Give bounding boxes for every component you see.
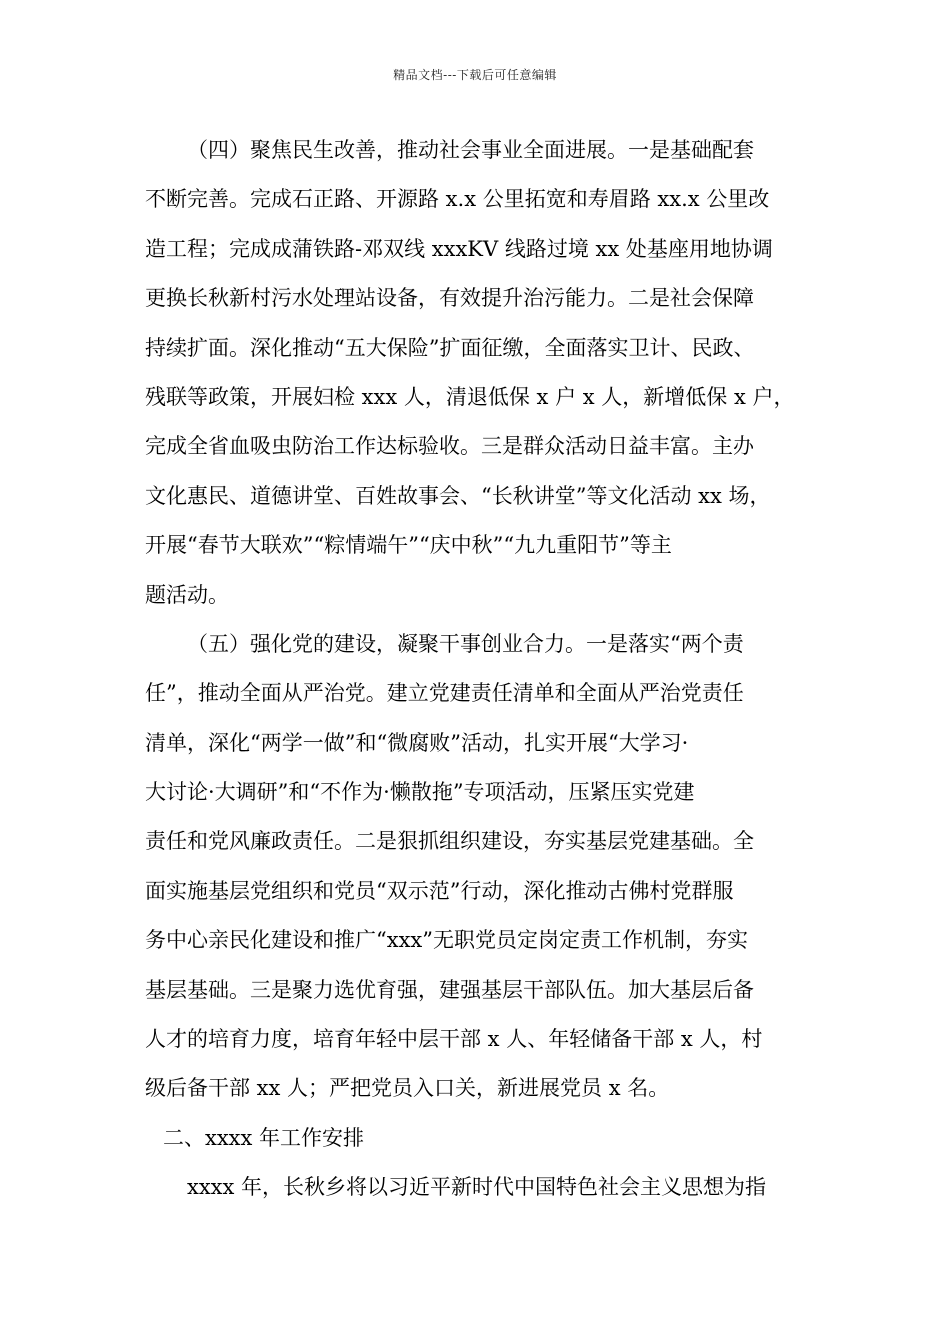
paragraph-5-line-2: 任”，推动全面从严治党。建立党建责任清单和全面从严治党责任 <box>145 681 744 706</box>
paragraph-4-line-1: （四）聚焦民生改善，推动社会事业全面进展。一是基础配套 <box>187 138 754 162</box>
paragraph-6-line-1: xxxx 年，长秋乡将以习近平新时代中国特色社会主义思想为指 <box>187 1175 767 1200</box>
paragraph-4-line-9: 开展“春节大联欢”“粽情端午”“庆中秋”“九九重阳节”等主 <box>145 533 672 558</box>
paragraph-4-line-5: 持续扩面。深化推动“五大保险”扩面征缴，全面落实卫计、民政、 <box>145 335 755 360</box>
paragraph-4-line-4: 更换长秋新村污水处理站设备，有效提升治污能力。二是社会保障 <box>145 286 754 311</box>
paragraph-4-line-7: 完成全省血吸虫防治工作达标验收。三是群众活动日益丰富。主办 <box>145 434 754 459</box>
paragraph-4-line-6: 残联等政策，开展妇检 xxx 人，清退低保 x 户 x 人，新增低保 x 户， <box>145 384 795 409</box>
paragraph-5-line-10: 级后备干部 xx 人；严把党员入口关，新进展党员 x 名。 <box>145 1076 670 1101</box>
paragraph-5-line-5: 责任和党风廉政责任。二是狠抓组织建设，夯实基层党建基础。全 <box>145 829 754 854</box>
paragraph-5-line-9: 人才的培育力度，培育年轻中层干部 x 人、年轻储备干部 x 人，村 <box>145 1027 763 1052</box>
paragraph-5-line-8: 基层基础。三是聚力选优育强，建强基层干部队伍。加大基层后备 <box>145 977 754 1002</box>
section-heading: 二、xxxx 年工作安排 <box>163 1125 365 1150</box>
paragraph-4-line-2: 不断完善。完成石正路、开源路 x.x 公里拓宽和寿眉路 xx.x 公里改 <box>145 187 770 212</box>
paragraph-4-line-3: 造工程；完成成蒲铁路-邓双线 xxxKV 线路过境 xx 处基座用地协调 <box>145 236 773 261</box>
paragraph-5-line-1: （五）强化党的建设，凝聚干事创业合力。一是落实“两个责 <box>187 631 744 656</box>
paragraph-5-line-4: 大讨论·大调研”和“不作为·懒散拖”专项活动，压紧压实党建 <box>145 780 695 805</box>
document-body <box>145 126 810 1213</box>
paragraph-5-line-6: 面实施基层党组织和党员“双示范”行动，深化推动古佛村党群服 <box>145 878 734 903</box>
paragraph-5-line-3: 清单，深化“两学一做”和“微腐败”活动，扎实开展“大学习· <box>145 730 689 755</box>
paragraph-4-line-8: 文化惠民、道德讲堂、百姓故事会、“长秋讲堂”等文化活动 xx 场， <box>145 483 771 508</box>
page-header: 精品文档---下载后可任意编辑 <box>393 68 557 82</box>
paragraph-5-line-7: 务中心亲民化建设和推广“xxx”无职党员定岗定责工作机制，夯实 <box>145 928 748 953</box>
paragraph-4-line-10: 题活动。 <box>145 582 229 607</box>
